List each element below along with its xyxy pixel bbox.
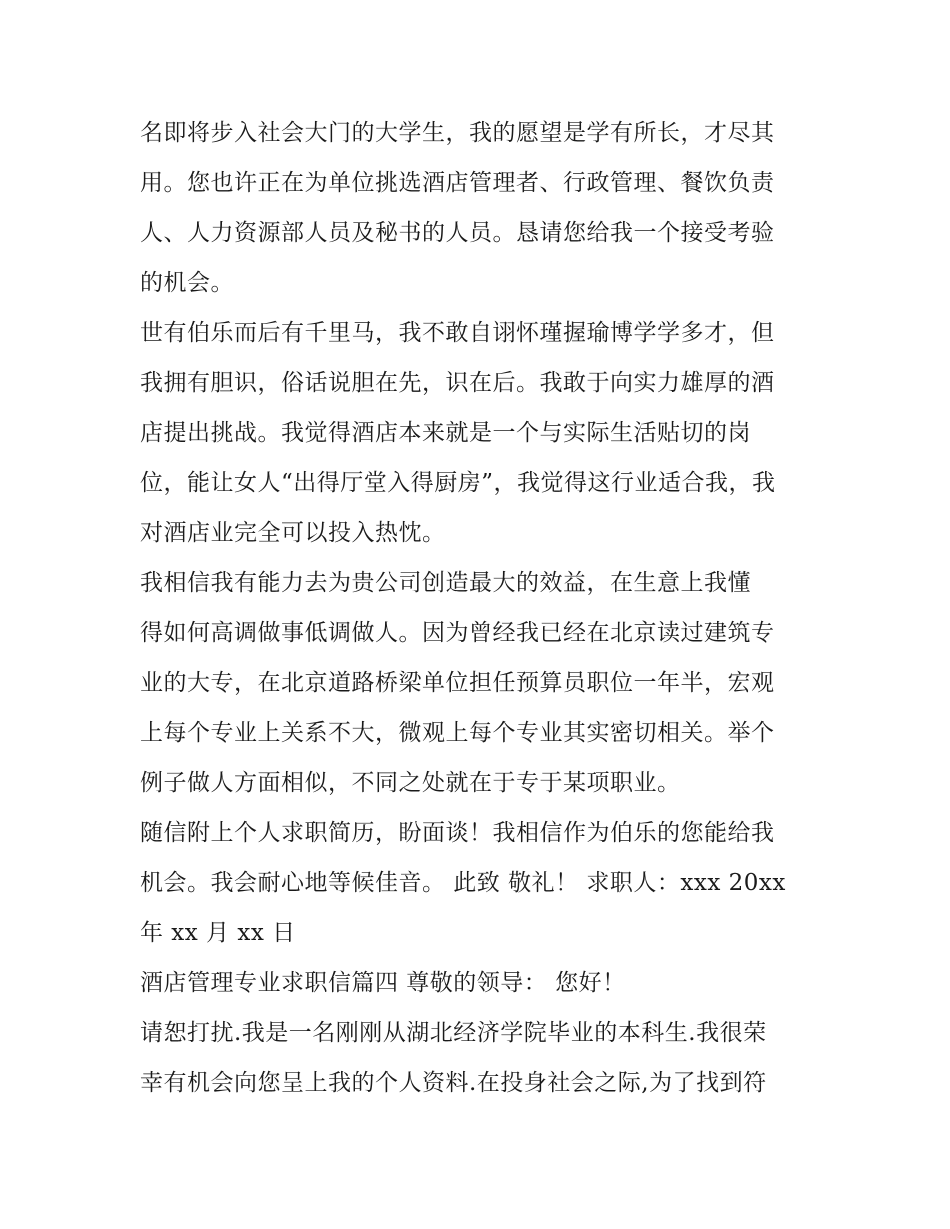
text-line: 酒店管理专业求职信篇四 尊敬的领导： 您好！ — [140, 970, 626, 996]
text-line: 世有伯乐而后有千里马，我不敢自诩怀瑾握瑜博学学多才，但 — [140, 320, 775, 346]
text-line: 我拥有胆识，俗话说胆在先，识在后。我敢于向实力雄厚的酒 — [140, 370, 775, 396]
text-line: 上每个专业上关系不大，微观上每个专业其实密切相关。举个 — [140, 720, 775, 746]
text-line: 位，能让女人“出得厅堂入得厨房”，我觉得这行业适合我，我 — [140, 470, 776, 496]
text-line: 例子做人方面相似，不同之处就在于专于某项职业。 — [140, 770, 681, 796]
text-line: 业的大专，在北京道路桥梁单位担任预算员职位一年半，宏观 — [140, 670, 775, 696]
text-line: 机会。我会耐心地等候佳音。 此致 敬礼！ 求职人：xxx 20xx — [140, 870, 786, 896]
letter-body — [140, 108, 820, 1108]
text-line: 请恕打扰.我是一名刚刚从湖北经济学院毕业的本科生.我很荣 — [140, 1020, 767, 1046]
text-line: 我相信我有能力去为贵公司创造最大的效益，在生意上我懂 — [140, 570, 751, 596]
text-line: 随信附上个人求职简历，盼面谈！我相信作为伯乐的您能给我 — [140, 820, 775, 846]
text-line: 名即将步入社会大门的大学生，我的愿望是学有所长，才尽其 — [140, 120, 775, 146]
text-line: 对酒店业完全可以投入热忱。 — [140, 520, 446, 546]
text-line: 用。您也许正在为单位挑选酒店管理者、行政管理、餐饮负责 — [140, 170, 775, 196]
text-line: 得如何高调做事低调做人。因为曾经我已经在北京读过建筑专 — [140, 620, 775, 646]
text-line: 年 xx 月 xx 日 — [140, 920, 296, 946]
text-line: 的机会。 — [140, 270, 234, 296]
text-line: 幸有机会向您呈上我的个人资料.在投身社会之际,为了找到符 — [140, 1070, 767, 1096]
text-line: 人、人力资源部人员及秘书的人员。恳请您给我一个接受考验 — [140, 220, 775, 246]
text-line: 店提出挑战。我觉得酒店本来就是一个与实际生活贴切的岗 — [140, 420, 751, 446]
